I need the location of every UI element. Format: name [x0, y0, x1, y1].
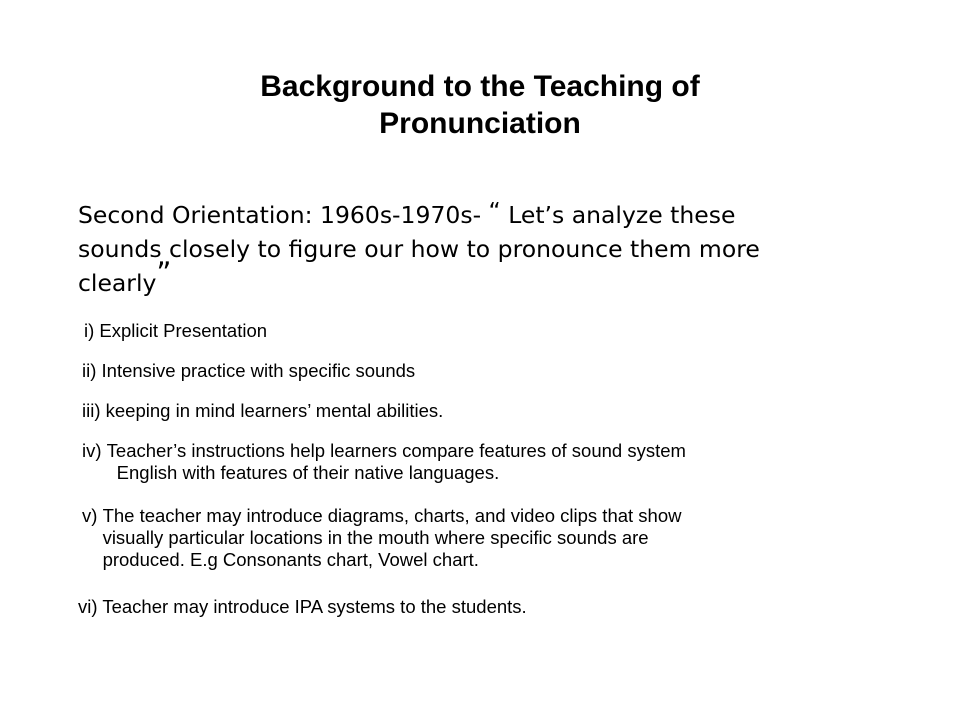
orientation-line-2: sounds closely to figure our how to pronounce them more	[78, 235, 760, 263]
list-item-line-2: visually particular locations in the mouth where specific sounds are	[102, 527, 649, 548]
slide-title	[120, 68, 840, 142]
list-item-5	[82, 505, 863, 571]
list-item-text: Teacher may introduce IPA systems to the students.	[102, 596, 527, 617]
list-item-number: v)	[82, 505, 98, 526]
close-quote: ”	[156, 256, 172, 290]
orientation-label: Second Orientation: 1960s-1970s-	[78, 201, 489, 229]
list-item-text	[107, 440, 867, 484]
list-item-text: Explicit Presentation	[99, 320, 268, 341]
list-item-number: iv)	[82, 440, 102, 461]
list-item-4	[82, 440, 867, 484]
orientation-quote-start: Let’s analyze these	[500, 201, 736, 229]
list-item-number: i)	[84, 320, 95, 341]
list-item-number: iii)	[82, 400, 101, 421]
orientation-line-3	[78, 256, 838, 300]
list-item-line-1: The teacher may introduce diagrams, charts, and video clips that show	[102, 505, 682, 526]
list-item-6	[78, 596, 527, 618]
list-item-text: Intensive practice with specific sounds	[101, 360, 416, 381]
list-item-line-2: English with features of their native languages.	[116, 462, 500, 483]
list-item-text	[103, 505, 863, 571]
list-item-line-3: produced. E.g Consonants chart, Vowel chart.	[102, 549, 479, 570]
orientation-heading	[78, 194, 838, 300]
list-item-number: ii)	[82, 360, 97, 381]
list-item-2	[82, 360, 415, 382]
orientation-line-1	[78, 194, 838, 232]
orientation-quote-end: clearly	[78, 269, 157, 297]
list-item-1	[84, 320, 267, 342]
open-quote: “	[488, 197, 501, 225]
list-item-text: keeping in mind learners’ mental abilities.	[105, 400, 444, 421]
list-item-3	[82, 400, 443, 422]
list-item-line-1: Teacher’s instructions help learners compare features of sound system	[106, 440, 686, 461]
list-item-number: vi)	[78, 596, 98, 617]
title-line-2: Pronunciation	[379, 107, 581, 140]
title-line-1: Background to the Teaching of	[260, 70, 700, 103]
